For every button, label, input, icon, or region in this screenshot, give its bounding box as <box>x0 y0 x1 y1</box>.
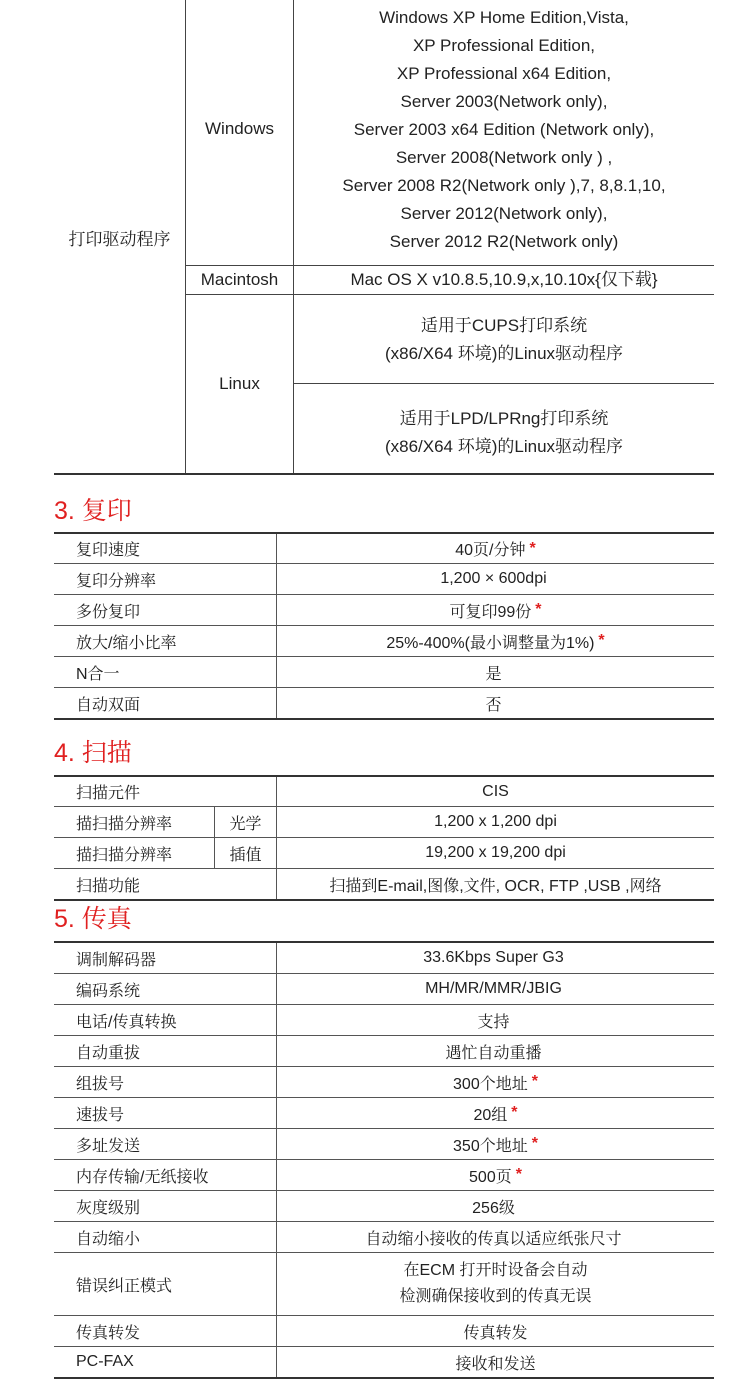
table-row <box>54 869 714 901</box>
row-value: 是 <box>485 665 502 683</box>
row-value-cell <box>276 1191 714 1221</box>
copy-table <box>54 532 714 720</box>
table-row <box>54 564 714 595</box>
row-value-cell <box>276 1067 714 1097</box>
table-row <box>54 532 714 564</box>
row-label: 传真转发 <box>76 1324 141 1342</box>
row-value-cell <box>276 1160 714 1190</box>
row-value-cell <box>276 564 714 594</box>
table-row <box>54 1222 714 1253</box>
row-label: 复印速度 <box>76 542 141 559</box>
row-value-line: 在ECM 打开时设备会自动 <box>403 1262 588 1279</box>
windows-line: Server 2008(Network only ) , <box>395 148 613 167</box>
linux-lpd-line-1: 适用于LPD/LPRng打印系统 <box>399 409 609 428</box>
table-row <box>54 1036 714 1067</box>
row-sublabel: 插值 <box>214 838 276 868</box>
windows-driver-list <box>294 4 714 256</box>
mac-driver-value: Mac OS X v10.8.5,10.9,x,10.10x{仅下载} <box>350 270 658 289</box>
windows-line: Server 2003(Network only), <box>400 92 608 111</box>
row-label: 电话/传真转换 <box>76 1013 177 1031</box>
row-value-line: 检测确保接收到的传真无误 <box>399 1288 592 1305</box>
star-mark: * <box>531 1135 538 1152</box>
row-label: 自动双面 <box>76 696 141 714</box>
fax-heading: 5. 传真 <box>54 905 132 933</box>
row-value-cell <box>276 1222 714 1252</box>
copy-heading: 3. 复印 <box>54 497 132 525</box>
row-label: 描扫描分辨率 <box>76 815 173 833</box>
row-value-cell <box>276 1005 714 1035</box>
table-row <box>54 657 714 688</box>
row-value: 256级 <box>472 1199 515 1217</box>
row-value: 扫描到E-mail,图像,文件, OCR, FTP ,USB ,网络 <box>276 869 714 899</box>
linux-lpd-line-2: (x86/X64 环境)的Linux驱动程序 <box>384 437 624 456</box>
row-value: 接收和发送 <box>276 1347 714 1377</box>
row-value: CIS <box>276 777 714 806</box>
row-value: 支持 <box>477 1013 510 1031</box>
mac-os-label: Macintosh <box>200 270 279 289</box>
scan-table <box>54 775 714 901</box>
table-row <box>54 941 714 974</box>
star-mark: * <box>515 1166 522 1183</box>
row-value: 500页 <box>469 1168 512 1186</box>
table-row <box>54 1160 714 1191</box>
row-value: 20组 <box>473 1106 508 1124</box>
row-value: 自动缩小接收的传真以适应纸张尺寸 <box>365 1230 622 1248</box>
driver-rule-linux <box>293 383 714 384</box>
driver-rule-mac <box>185 294 714 295</box>
scan-heading: 4. 扫描 <box>54 739 132 767</box>
star-mark: * <box>529 539 536 557</box>
table-row <box>54 1316 714 1347</box>
driver-divider-1 <box>185 0 186 474</box>
row-label: 自动缩小 <box>76 1230 141 1248</box>
row-label: 多份复印 <box>76 603 141 621</box>
table-row <box>54 1098 714 1129</box>
linux-os-label: Linux <box>219 374 260 393</box>
row-label: 扫描功能 <box>76 877 141 895</box>
table-row <box>54 1191 714 1222</box>
row-value: 40页/分钟 <box>455 542 526 559</box>
row-value: 否 <box>485 696 502 714</box>
row-value: 300个地址 <box>453 1075 528 1093</box>
row-value: 350个地址 <box>453 1137 528 1155</box>
driver-rule-bottom <box>54 473 714 475</box>
fax-table <box>54 941 714 1379</box>
windows-line: XP Professional Edition, <box>412 36 596 55</box>
star-mark: * <box>531 1073 538 1090</box>
row-value: 传真转发 <box>276 1316 714 1346</box>
row-label: 放大/缩小比率 <box>76 634 177 652</box>
row-label: PC-FAX <box>76 1353 134 1370</box>
windows-line: Server 2012 R2(Network only) <box>389 232 619 251</box>
windows-line: Windows XP Home Edition,Vista, <box>379 8 629 27</box>
linux-cups-line-1: 适用于CUPS打印系统 <box>420 316 588 335</box>
row-value: 遇忙自动重播 <box>445 1044 542 1062</box>
star-mark: * <box>535 601 542 618</box>
row-value-cell <box>276 1036 714 1066</box>
table-row <box>54 1129 714 1160</box>
star-mark: * <box>511 1104 518 1121</box>
table-row <box>54 1067 714 1098</box>
table-row <box>54 974 714 1005</box>
row-value-cell <box>276 534 714 563</box>
row-value-cell <box>276 1253 714 1315</box>
row-value: MH/MR/MMR/JBIG <box>425 980 562 997</box>
row-sublabel: 光学 <box>214 807 276 837</box>
windows-line: XP Professional x64 Edition, <box>396 64 612 83</box>
driver-category: 打印驱动程序 <box>68 230 171 249</box>
star-mark: * <box>598 632 605 649</box>
row-label: 内存传输/无纸接收 <box>76 1168 209 1186</box>
row-label: 自动重拔 <box>76 1044 141 1062</box>
row-value-cell <box>276 943 714 973</box>
row-value-cell <box>276 657 714 687</box>
row-label: N合一 <box>76 665 120 683</box>
windows-line: Server 2012(Network only), <box>400 204 608 223</box>
driver-table <box>0 0 750 474</box>
row-value-cell <box>276 1098 714 1128</box>
windows-line: Server 2008 R2(Network only ),7, 8,8.1,10, <box>342 176 666 195</box>
row-label: 复印分辨率 <box>76 572 157 590</box>
row-label: 调制解码器 <box>76 951 157 969</box>
row-value: 可复印99份 <box>449 603 532 621</box>
table-row <box>54 626 714 657</box>
table-row <box>54 807 714 838</box>
linux-cups-line-2: (x86/X64 环境)的Linux驱动程序 <box>384 344 624 363</box>
row-value: 33.6Kbps Super G3 <box>423 949 564 966</box>
row-value: 1,200 x 1,200 dpi <box>276 807 714 837</box>
row-label: 描扫描分辨率 <box>76 846 173 864</box>
row-label: 多址发送 <box>76 1137 141 1155</box>
row-label: 组拔号 <box>76 1075 125 1093</box>
row-label: 扫描元件 <box>76 785 141 802</box>
row-label: 编码系统 <box>76 982 141 1000</box>
table-row <box>54 1253 714 1316</box>
row-value: 25%-400%(最小调整量为1%) <box>386 634 595 652</box>
row-value-cell <box>276 1129 714 1159</box>
row-label: 灰度级别 <box>76 1199 141 1217</box>
table-row <box>54 775 714 807</box>
row-label: 错误纠正模式 <box>76 1277 173 1295</box>
row-value: 1,200 × 600dpi <box>440 570 547 587</box>
windows-os-label: Windows <box>205 119 274 138</box>
table-row <box>54 595 714 626</box>
row-value-cell <box>276 595 714 625</box>
row-value-cell <box>276 974 714 1004</box>
table-row <box>54 1347 714 1379</box>
row-label: 速拔号 <box>76 1106 125 1124</box>
windows-line: Server 2003 x64 Edition (Network only), <box>353 120 655 139</box>
row-value: 19,200 x 19,200 dpi <box>276 838 714 868</box>
table-row <box>54 838 714 869</box>
row-value-cell <box>276 626 714 656</box>
table-row <box>54 1005 714 1036</box>
row-value-cell <box>276 688 714 718</box>
table-row <box>54 688 714 720</box>
